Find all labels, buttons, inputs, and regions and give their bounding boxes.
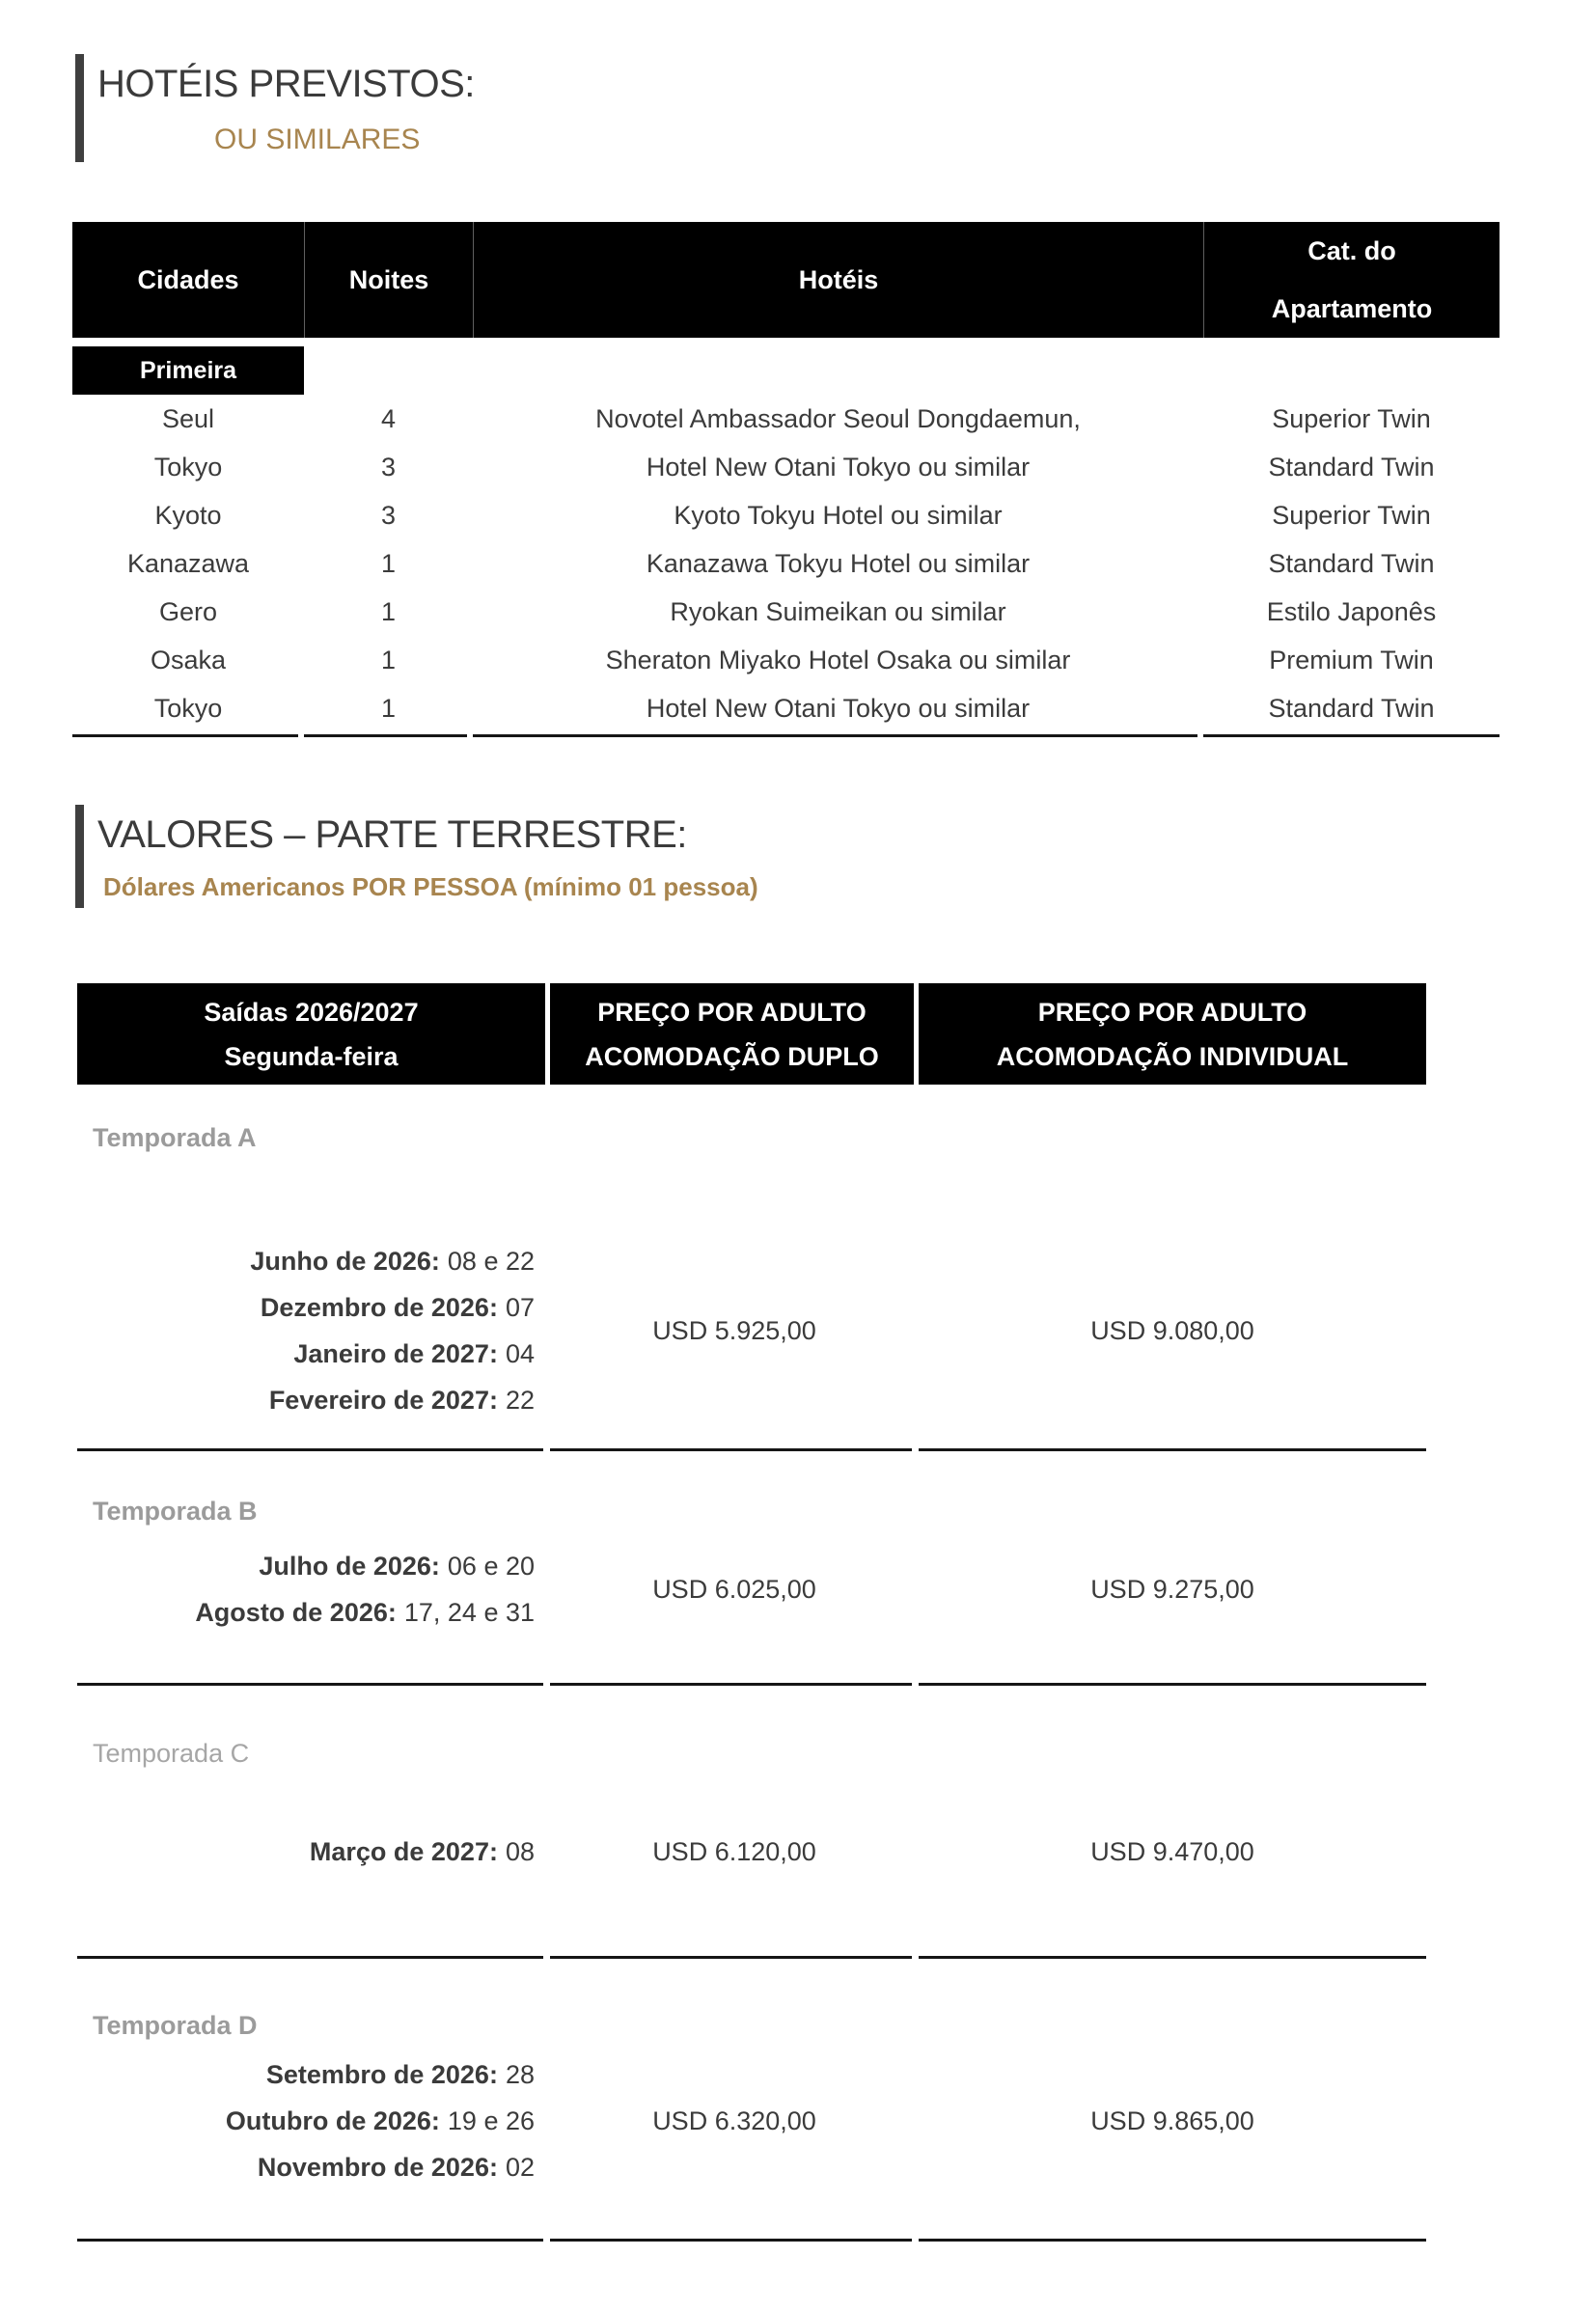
season-label: Temporada D (93, 2011, 258, 2040)
season-block (77, 1085, 1426, 1448)
date-month: Agosto de 2026: (195, 1598, 397, 1627)
date-days: 28 (505, 2060, 535, 2089)
header-line: Saídas 2026/2027 (204, 997, 419, 1027)
date-line (77, 1377, 535, 1423)
nights-cell: 1 (380, 645, 397, 674)
city-cell: Tokyo (153, 452, 223, 481)
room-category-cell: Estilo Japonês (1266, 596, 1437, 626)
section-divider (77, 2239, 1426, 2242)
prices-table-body (77, 1085, 1426, 2242)
hotel-row (72, 443, 1500, 491)
date-line (77, 1238, 535, 1284)
column-header-categoria (1203, 222, 1500, 338)
hotel-cell: Hotel New Otani Tokyo ou similar (646, 452, 1031, 481)
date-month: Novembro de 2026: (257, 2153, 498, 2182)
room-category-cell: Standard Twin (1268, 548, 1435, 578)
hotels-title: HOTÉIS PREVISTOS: (97, 63, 475, 105)
section-divider (77, 1683, 1426, 1686)
season-label: Temporada A (93, 1123, 257, 1152)
header-line: PREÇO POR ADULTO (597, 997, 867, 1027)
price-column-header-duplo (550, 983, 914, 1085)
date-days: 17, 24 e 31 (403, 1598, 535, 1627)
date-line (77, 2098, 535, 2144)
date-line (77, 1284, 535, 1331)
header-line: ACOMODAÇÃO INDIVIDUAL (996, 1041, 1349, 1071)
season-dates (77, 1543, 550, 1636)
category-badge: Primeira (72, 346, 304, 395)
page (0, 54, 1596, 2311)
hotel-row (72, 684, 1500, 732)
nights-cell: 1 (380, 548, 397, 578)
header-line: PREÇO POR ADULTO (1037, 997, 1307, 1027)
header-line: Segunda-feira (224, 1041, 399, 1071)
date-line (77, 1543, 535, 1589)
city-cell: Osaka (150, 645, 227, 674)
date-days: 02 (505, 2153, 535, 2182)
date-month: Janeiro de 2027: (293, 1339, 498, 1368)
city-cell: Tokyo (153, 693, 223, 723)
date-days: 22 (505, 1386, 535, 1415)
room-category-cell: Superior Twin (1272, 500, 1431, 530)
city-cell: Gero (158, 596, 218, 626)
date-days: 04 (505, 1339, 535, 1368)
date-month: Junho de 2026: (250, 1247, 440, 1276)
values-subtitle: Dólares Americanos POR PESSOA (mínimo 01 pessoa) (103, 872, 758, 901)
nights-cell: 3 (380, 500, 397, 530)
season-block (77, 1451, 1426, 1683)
hotel-row (72, 588, 1500, 636)
prices-table (77, 983, 1426, 2242)
nights-cell: 1 (380, 596, 397, 626)
season-dates (77, 1829, 550, 1875)
season-label: Temporada B (93, 1497, 258, 1526)
room-category-cell: Premium Twin (1269, 645, 1434, 674)
nights-cell: 1 (380, 693, 397, 723)
season-dates (77, 2051, 550, 2190)
season-dates (77, 1238, 550, 1423)
date-days: 08 e 22 (447, 1247, 535, 1276)
room-category-cell: Standard Twin (1268, 452, 1435, 481)
hotels-section-heading (75, 54, 1596, 162)
hotel-cell: Kanazawa Tokyu Hotel ou similar (646, 548, 1031, 578)
hotels-table (72, 222, 1500, 737)
date-month: Setembro de 2026: (265, 2060, 498, 2089)
column-header-cidades: Cidades (72, 222, 304, 338)
hotel-cell: Kyoto Tokyu Hotel ou similar (674, 500, 1003, 530)
price-double: USD 5.925,00 (652, 1315, 816, 1345)
section-divider (77, 1448, 1426, 1451)
nights-cell: 4 (380, 403, 397, 433)
hotels-table-header (72, 222, 1500, 338)
column-header-categoria-text: Cat. do Apartamento (1271, 236, 1433, 323)
header-line: ACOMODAÇÃO DUPLO (585, 1041, 879, 1071)
values-title: VALORES – PARTE TERRESTRE: (97, 813, 687, 856)
room-category-cell: Superior Twin (1272, 403, 1431, 433)
city-cell: Kyoto (154, 500, 222, 530)
price-column-header-individual (919, 983, 1426, 1085)
hotel-row (72, 636, 1500, 684)
hotel-cell: Sheraton Miyako Hotel Osaka ou similar (605, 645, 1071, 674)
date-month: Outubro de 2026: (225, 2106, 440, 2135)
date-days: 07 (505, 1293, 535, 1322)
date-line (77, 2051, 535, 2098)
values-section-heading (75, 805, 1596, 908)
nights-cell: 3 (380, 452, 397, 481)
hotels-table-bottom-border (72, 734, 1500, 737)
city-cell: Kanazawa (126, 548, 250, 578)
column-header-noites: Noites (304, 222, 473, 338)
hotel-cell: Ryokan Suimeikan ou similar (670, 596, 1006, 626)
date-line (77, 1331, 535, 1377)
price-single: USD 9.275,00 (1090, 1574, 1254, 1604)
hotels-table-body (72, 395, 1500, 732)
hotel-row (72, 395, 1500, 443)
date-month: Março de 2027: (309, 1837, 498, 1866)
season-block (77, 1686, 1426, 1956)
section-divider (77, 1956, 1426, 1959)
date-line (77, 1589, 535, 1636)
room-category-cell: Standard Twin (1268, 693, 1435, 723)
hotel-cell: Hotel New Otani Tokyo ou similar (646, 693, 1031, 723)
price-single: USD 9.080,00 (1090, 1315, 1254, 1345)
season-block (77, 1959, 1426, 2239)
date-days: 06 e 20 (447, 1552, 535, 1581)
price-single: USD 9.470,00 (1090, 1836, 1254, 1866)
hotels-subtitle: OU SIMILARES (214, 124, 421, 155)
date-month: Julho de 2026: (259, 1552, 440, 1581)
price-double: USD 6.025,00 (652, 1574, 816, 1604)
date-days: 19 e 26 (447, 2106, 535, 2135)
date-month: Fevereiro de 2027: (268, 1386, 498, 1415)
hotel-row (72, 491, 1500, 539)
hotel-row (72, 539, 1500, 588)
city-cell: Seul (161, 403, 215, 433)
price-double: USD 6.120,00 (652, 1836, 816, 1866)
date-line (77, 1829, 535, 1875)
price-double: USD 6.320,00 (652, 2105, 816, 2135)
column-header-hoteis: Hotéis (473, 222, 1203, 338)
date-month: Dezembro de 2026: (260, 1293, 498, 1322)
season-label: Temporada C (93, 1739, 250, 1768)
prices-table-header (77, 983, 1426, 1085)
price-column-header-saidas (77, 983, 545, 1085)
hotel-cell: Novotel Ambassador Seoul Dongdaemun, (595, 403, 1081, 433)
date-line (77, 2144, 535, 2190)
price-single: USD 9.865,00 (1090, 2105, 1254, 2135)
date-days: 08 (505, 1837, 535, 1866)
